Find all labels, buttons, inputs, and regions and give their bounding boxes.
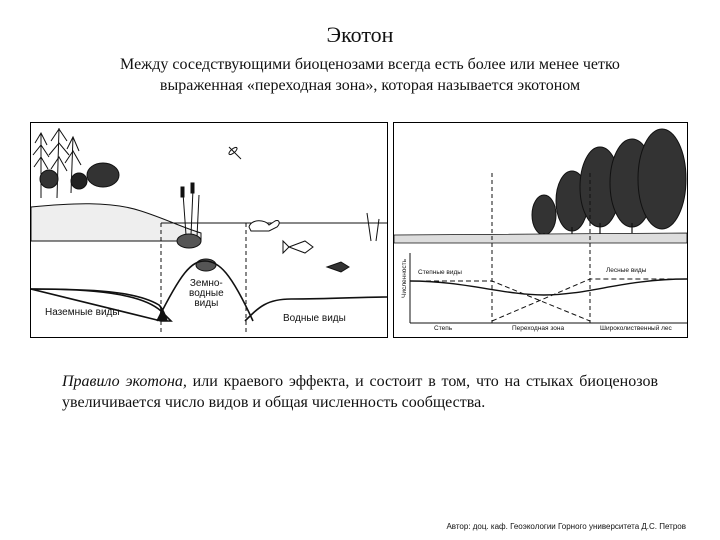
label-amphibious-species — [189, 279, 224, 309]
label-amphibious-line-1: Земно- — [189, 278, 223, 289]
shore-ground — [31, 204, 201, 241]
label-amphibious-line-2: водные — [189, 288, 224, 299]
trees — [33, 128, 87, 198]
axis-label-abundance: Численность — [401, 258, 409, 299]
ecotone-shore-illustration — [30, 122, 388, 338]
slide-subtitle — [60, 54, 680, 96]
ecotone-rule-paragraph — [62, 371, 658, 413]
label-forest-species: Лесные виды — [606, 267, 647, 274]
rule-term: Правило экотона, — [62, 373, 187, 390]
label-zone-transition: Переходная зона — [512, 325, 565, 332]
fish-icon — [327, 262, 349, 272]
fish-icon — [283, 241, 313, 253]
dragonfly-icon — [228, 146, 241, 159]
turtle-icon — [177, 234, 201, 248]
steppe-species-line — [410, 281, 590, 321]
steppe-grass — [394, 233, 687, 243]
animal-icon — [87, 163, 119, 187]
subtitle-line-1: Между соседствующими биоценозами всегда есть более или менее четко — [120, 56, 620, 73]
reeds — [181, 183, 379, 241]
label-zone-forest: Широколиственный лес — [600, 325, 672, 332]
steppe-forest-drawing — [394, 123, 687, 337]
slide-title: Экотон — [326, 22, 394, 47]
duck-icon — [249, 220, 279, 231]
label-aquatic-species: Водные виды — [283, 313, 346, 324]
label-terrestrial-species: Наземные виды — [45, 307, 120, 318]
label-zone-steppe: Степь — [434, 325, 453, 332]
rule-text: или краевого эффекта, и состоит в том, что на стыках биоценозов увеличивается число видов и общая численность сообщества. — [62, 373, 658, 411]
forest — [532, 129, 686, 235]
author-credit: Автор: доц. каф. Геоэкологии Горного университета Д.С. Петров — [446, 522, 686, 531]
ecotone-steppe-forest-illustration — [393, 122, 688, 338]
subtitle-line-2: выраженная «переходная зона», которая называется экотоном — [159, 77, 581, 94]
label-steppe-species: Степные виды — [418, 269, 462, 276]
label-amphibious-line-3: виды — [194, 298, 219, 309]
